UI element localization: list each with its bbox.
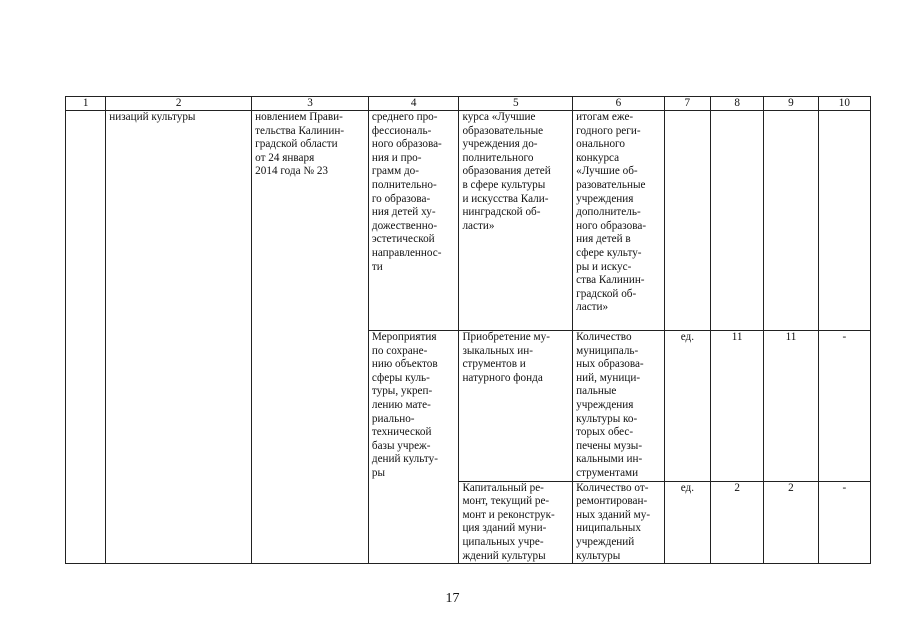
cell-r2-c9: 11 (764, 331, 818, 482)
cell-r3-c9: 2 (764, 481, 818, 564)
cell-r1-c8 (710, 111, 763, 331)
cell-r1-c2: низаций культуры (106, 111, 252, 564)
cell-r1-c7 (664, 111, 710, 331)
header-col-4: 4 (368, 97, 459, 111)
cell-r2-c7: ед. (664, 331, 710, 482)
data-table (65, 96, 871, 564)
cell-r1-c6: итогам еже- годного реги- онального конкурса «Лучшие об- разовательные учреждения дополнитель- ного образова- ния детей в сфере культу- ры и искус- ства Калинин- градской об- ласти» (573, 111, 665, 331)
header-col-6: 6 (573, 97, 665, 111)
cell-r1-c3: новлением Прави- тельства Калинин- градской области от 24 января 2014 года № 23 (252, 111, 369, 564)
header-col-8: 8 (710, 97, 763, 111)
cell-r3-c6: Количество от- ремонтирован- ных зданий му- ниципальных учреждений культуры (573, 481, 665, 564)
cell-r3-c5: Капитальный ре- монт, текущий ре- монт и реконструк- ция зданий муни- ципальных учре- ждений культуры (459, 481, 573, 564)
cell-r1-c1 (66, 111, 106, 564)
cell-r1-c10 (818, 111, 870, 331)
cell-r1-c4: среднего про- фессиональ- ного образова- ния и про- грамм до- полнительно- го образова- ния детей ху- дожественно- эстетической направленнос- ти (368, 111, 459, 331)
header-col-1: 1 (66, 97, 106, 111)
cell-r3-c8: 2 (710, 481, 763, 564)
page-number: 17 (445, 591, 460, 606)
cell-r1-c5: курса «Лучшие образовательные учреждения до- полнительного образования детей в сфере культуры и искусства Кали- нинградской об- ласти» (459, 111, 573, 331)
cell-r2-c4: Мероприятия по сохране- нию объектов сферы куль- туры, укреп- лению мате- риально- технической базы учреж- дений культу- ры (368, 331, 459, 564)
header-col-3: 3 (252, 97, 369, 111)
cell-r1-c9 (764, 111, 818, 331)
table-header-row (66, 97, 871, 111)
header-col-10: 10 (818, 97, 870, 111)
cell-r3-c7: ед. (664, 481, 710, 564)
cell-r2-c5: Приобретение му- зыкальных ин- струментов и натурного фонда (459, 331, 573, 482)
cell-r2-c8: 11 (710, 331, 763, 482)
header-col-2: 2 (106, 97, 252, 111)
header-col-7: 7 (664, 97, 710, 111)
cell-r2-c6: Количество муниципаль- ных образова- ний, муници- пальные учреждения культуры ко- торых обес- печены музы- кальными ин- струментами (573, 331, 665, 482)
cell-r2-c10: - (818, 331, 870, 482)
cell-r3-c10: - (818, 481, 870, 564)
header-col-5: 5 (459, 97, 573, 111)
table-row (66, 111, 871, 331)
header-col-9: 9 (764, 97, 818, 111)
